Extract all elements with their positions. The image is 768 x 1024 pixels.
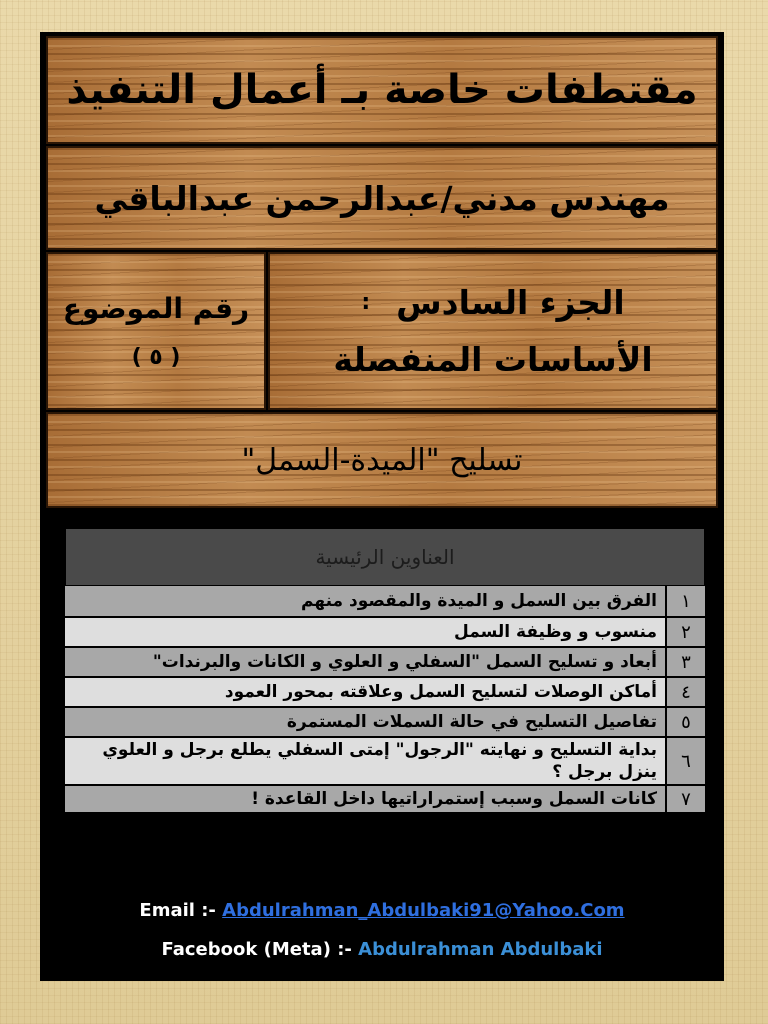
toc-row-number: ٥ [665,708,705,736]
toc-row-number: ٦ [665,738,705,784]
toc-row [65,708,705,738]
part-name: الأساسات المنفصلة [333,340,653,379]
toc-row [65,618,705,648]
toc-row-number: ٣ [665,648,705,676]
author-name: مهندس مدني/عبدالرحمن عبدالباقي [46,146,718,250]
toc-row-number: ٢ [665,618,705,646]
subject-title: تسليح "الميدة-السمل" [46,412,718,508]
facebook-name[interactable]: Abdulrahman Abdulbaki [358,939,603,960]
toc-row [65,648,705,678]
part-panel [268,252,718,410]
topic-number: ( ٥ ) [131,345,181,370]
part-label: الجزء السادس [396,283,625,322]
toc-row [65,678,705,708]
toc-row [65,786,705,814]
toc-row-text: تفاصيل التسليح في حالة السملات المستمرة [65,708,665,736]
part-label-line [361,283,624,322]
toc-row-text: منسوب و وظيفة السمل [65,618,665,646]
part-colon: : [361,290,371,315]
toc-row-number: ١ [665,586,705,616]
email-label: Email :- [139,900,223,921]
toc-row-text: كانات السمل وسبب إستمراراتيها داخل القاعدة ! [65,786,665,812]
toc-row-text: أبعاد و تسليح السمل "السفلي و العلوي و الكانات والبرندات" [65,648,665,676]
email-link[interactable]: Abdulrahman_Abdulbaki91@Yahoo.Com [222,900,625,921]
document-frame [40,32,724,981]
topic-label: رقم الموضوع [62,292,250,325]
email-line [40,900,724,921]
toc-row-text: بداية التسليح و نهايته "الرجول" إمتى السفلي يطلع برجل و العلوي ينزل برجل ؟ [65,738,665,784]
topic-panel [46,252,266,410]
toc-row [65,586,705,618]
facebook-label: Facebook (Meta) :- [161,939,359,960]
toc-table [65,528,705,814]
facebook-line [40,939,724,960]
toc-row-text: أماكن الوصلات لتسليح السمل وعلاقته بمحور العمود [65,678,665,706]
toc-row-text: الفرق بين السمل و الميدة والمقصود منهم [65,586,665,616]
document-title: مقتطفات خاصة بـ أعمال التنفيذ [46,36,718,144]
toc-row [65,738,705,786]
toc-header: العناوين الرئيسية [65,528,705,586]
toc-row-number: ٧ [665,786,705,812]
toc-row-number: ٤ [665,678,705,706]
